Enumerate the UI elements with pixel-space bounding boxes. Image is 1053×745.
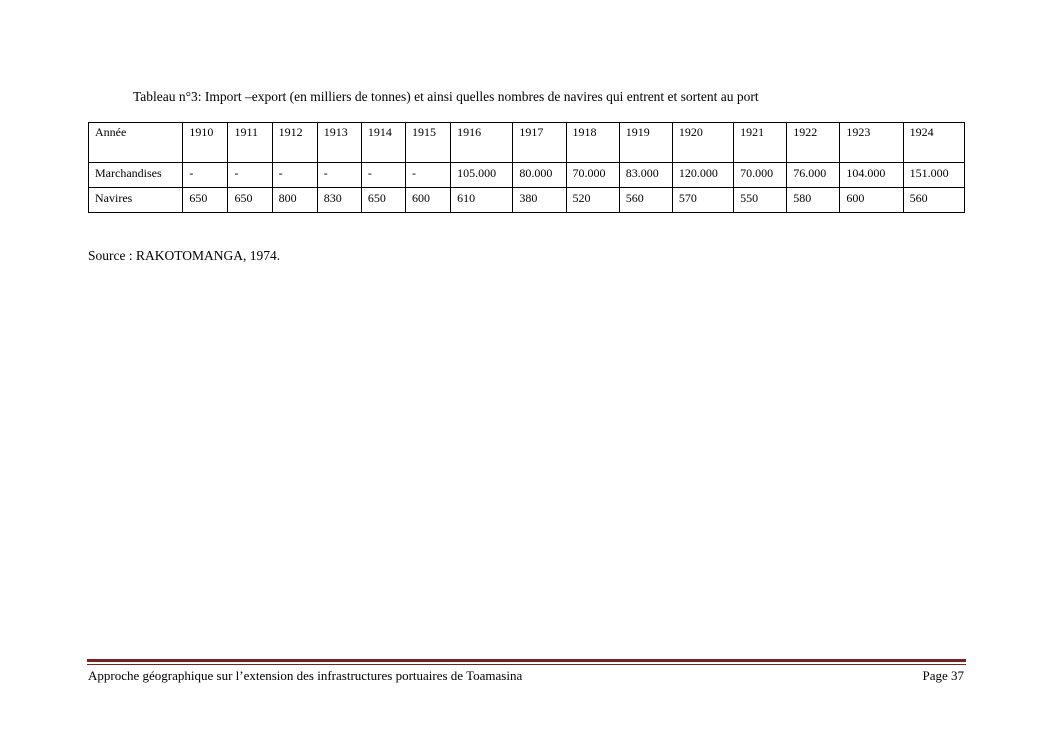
table-cell: 610 [451,188,513,213]
table-cell: 1916 [451,123,513,163]
table-cell: 600 [406,188,451,213]
table-cell: - [317,163,361,188]
table-cell: 76.000 [787,163,840,188]
table-caption: Tableau n°3: Import –export (en milliers de tonnes) et ainsi quelles nombres de navires qui entrent et sortent au port [133,89,759,104]
table-cell: 120.000 [672,163,733,188]
table-cell: 105.000 [451,163,513,188]
footer-document-title: Approche géographique sur l’extension des infrastructures portuaires de Toamasina [88,668,523,683]
table-row-navires [89,188,965,213]
table-cell: 560 [903,188,964,213]
page-number: Page 37 [922,668,964,683]
table-cell: - [361,163,405,188]
table-cell: - [272,163,317,188]
table-cell: 1917 [513,123,566,163]
table-cell: 520 [566,188,619,213]
table-cell: 800 [272,188,317,213]
table-row-year [89,123,965,163]
table-cell: 1912 [272,123,317,163]
table-cell: 560 [619,188,672,213]
table-cell: 1924 [903,123,964,163]
table-cell: 83.000 [619,163,672,188]
table-cell: - [228,163,272,188]
table-cell: 70.000 [734,163,787,188]
table-cell: 550 [734,188,787,213]
table-cell: 1919 [619,123,672,163]
table-cell: 1918 [566,123,619,163]
table-cell: 1914 [361,123,405,163]
table-row-marchandises [89,163,965,188]
table-cell: 650 [361,188,405,213]
table-cell: 1920 [672,123,733,163]
table-cell: - [406,163,451,188]
row-header-cell: Année [89,123,183,163]
table-cell: - [183,163,228,188]
table-cell: 380 [513,188,566,213]
table-cell: 1913 [317,123,361,163]
data-table [88,122,965,213]
table-cell: 570 [672,188,733,213]
table-cell: 650 [228,188,272,213]
table-cell: 1923 [840,123,903,163]
table-cell: 80.000 [513,163,566,188]
footer-rule-thin [87,664,966,665]
table-cell: 1910 [183,123,228,163]
table-cell: 830 [317,188,361,213]
table-cell: 650 [183,188,228,213]
table-cell: 70.000 [566,163,619,188]
footer-rule [87,659,966,662]
source-note: Source : RAKOTOMANGA, 1974. [88,248,281,263]
table-cell: 104.000 [840,163,903,188]
table-cell: 600 [840,188,903,213]
table-cell: 1922 [787,123,840,163]
table-cell: 1921 [734,123,787,163]
row-header-cell: Marchandises [89,163,183,188]
table-cell: 580 [787,188,840,213]
table-cell: 1911 [228,123,272,163]
table-cell: 1915 [406,123,451,163]
table-cell: 151.000 [903,163,964,188]
row-header-cell: Navires [89,188,183,213]
